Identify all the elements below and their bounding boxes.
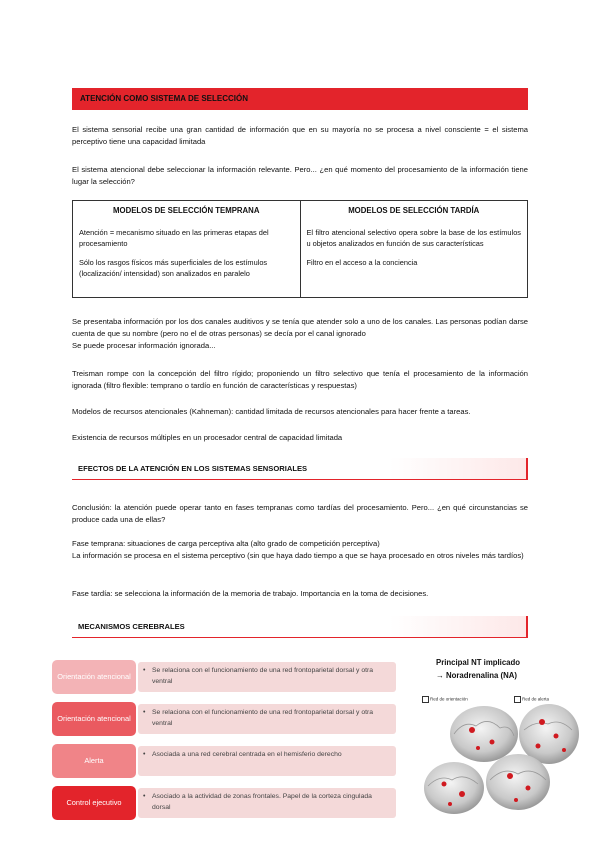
early-model-point-1: Atención = mecanismo situado en las primeras etapas del procesamiento	[79, 228, 269, 248]
section-heading-efectos: EFECTOS DE LA ATENCIÓN EN LOS SISTEMAS SENSORIALES	[72, 458, 528, 480]
brain-left-bottom-icon	[424, 762, 484, 814]
mechanism-description-text: Asociada a una red cerebral centrada en el hemisferio derecho	[152, 751, 342, 758]
late-model-point-2: Filtro en el acceso a la conciencia	[306, 258, 418, 267]
mechanism-label-executive: Control ejecutivo	[52, 786, 136, 820]
early-models-title: MODELOS DE SELECCIÓN TEMPRANA	[73, 201, 301, 224]
mechanism-row	[52, 744, 398, 778]
mechanism-row	[52, 660, 398, 694]
mechanism-description	[138, 662, 396, 692]
brain-right-top-icon	[519, 704, 579, 764]
multiple-resources-paragraph: Existencia de recursos múltiples en un procesador central de capacidad limitada	[72, 433, 343, 442]
brain-images	[414, 650, 584, 830]
late-models-title: MODELOS DE SELECCIÓN TARDÍA	[300, 201, 528, 224]
mechanism-description-text: Se relaciona con el funcionamiento de una red frontoparietal dorsal y otra ventral	[152, 709, 374, 727]
bullet-icon: •	[143, 793, 146, 800]
treisman-paragraph: Treisman rompe con la concepción del filtro rígido; proponiendo un filtro selectivo que tenía el procesamiento de la información ignorada (filtro flexible: temprano o tardío en función de características y respuestas)	[72, 369, 528, 390]
mechanism-label-alert: Alerta	[52, 744, 136, 778]
late-models-cell	[300, 223, 528, 298]
mechanism-description	[138, 788, 396, 818]
early-models-cell	[73, 223, 301, 298]
mechanism-description-text: Se relaciona con el funcionamiento de una red frontoparietal dorsal y otra ventral	[152, 667, 374, 685]
kahneman-paragraph: Modelos de recursos atencionales (Kahneman): cantidad limitada de recursos atencionales para hacer frente a tareas.	[72, 407, 471, 416]
mechanism-row	[52, 786, 398, 820]
conclusion-paragraph: Conclusión: la atención puede operar tanto en fases tempranas como tardías del procesamiento. Pero... ¿en qué circunstancias se produce cada una de ellas?	[72, 503, 528, 524]
mechanism-description	[138, 704, 396, 734]
brain-label-orientation: Red de orientación	[422, 696, 468, 703]
perceptual-processing-paragraph: La información se procesa en el sistema perceptivo (sin que haya dado tiempo a que se haya procesado en otros niveles más tardíos)	[72, 551, 524, 560]
brain-left-top-icon	[450, 706, 518, 762]
mechanism-description-text: Asociado a la actividad de zonas frontales. Papel de la corteza cingulada dorsal	[152, 793, 372, 811]
bullet-icon: •	[143, 667, 146, 674]
dichotic-paragraph: Se presentaba información por los dos canales auditivos y se tenía que atender solo a uno de los canales. Las personas podían darse cuenta de que su nombre (pero no el de otras personas) se decía por el canal ignorado	[72, 317, 528, 338]
intro-paragraph-2: El sistema atencional debe seleccionar la información relevante. Pero... ¿en qué momento del procesamiento de la información tiene lugar la selección?	[72, 165, 528, 186]
early-model-point-2: Sólo los rasgos físicos más superficiales de los estímulos (localización/ intensidad) son analizados en paralelo	[79, 258, 268, 278]
models-table	[72, 200, 528, 298]
brain-figure	[414, 650, 584, 830]
dichotic-conclusion: Se puede procesar información ignorada...	[72, 341, 216, 350]
mechanism-row	[52, 702, 398, 736]
bullet-icon: •	[143, 709, 146, 716]
late-phase-paragraph: Fase tardía: se selecciona la información de la memoria de trabajo. Importancia en la toma de decisiones.	[72, 589, 429, 598]
nt-line-2: → Noradrenalina (NA)	[436, 671, 518, 680]
brain-right-bottom-icon	[486, 754, 550, 810]
brain-label-alert: Red de alerta	[514, 696, 549, 703]
mechanism-description	[138, 746, 396, 776]
intro-paragraph-1: El sistema sensorial recibe una gran cantidad de información que en su mayoría no se procesa a nivel consciente = el sistema perceptivo tiene una capacidad limitada	[72, 125, 528, 146]
mechanism-label-orientation-faded: Orientación atencional	[52, 660, 136, 694]
section-heading-mecanismos: MECANISMOS CEREBRALES	[72, 616, 528, 638]
early-phase-paragraph: Fase temprana: situaciones de carga perceptiva alta (alto grado de competición perceptiva)	[72, 539, 380, 548]
mechanism-label-orientation: Orientación atencional	[52, 702, 136, 736]
section-heading-seleccion: ATENCIÓN COMO SISTEMA DE SELECCIÓN	[72, 88, 528, 110]
nt-line-1: Principal NT implicado	[436, 658, 521, 667]
bullet-icon: •	[143, 751, 146, 758]
late-model-point-1: El filtro atencional selectivo opera sobre la base de los estímulos u objetos analizados en función de sus características	[306, 228, 521, 248]
